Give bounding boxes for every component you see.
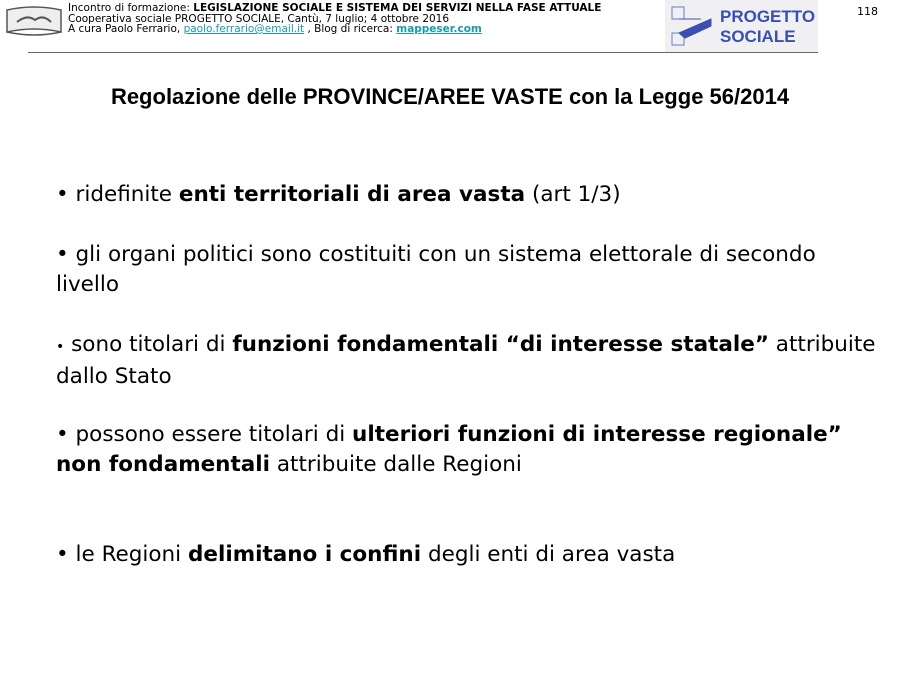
email-link[interactable]: paolo.ferrario@email.it [183,23,305,35]
handshake-book-logo-icon [5,4,63,38]
blog-label: , Blog di ricerca: [304,23,397,35]
blog-link[interactable]: mappeser.com [396,23,482,35]
bullet-3: • sono titolari di funzioni fondamentali “di interesse statale” attribuite dallo Stato [56,332,876,389]
logo-text-2: SOCIALE [720,27,796,46]
slide-title: Regolazione delle PROVINCE/AREE VASTE con la Legge 56/2014 [110,84,790,109]
event-details: Cooperativa sociale PROGETTO SOCIALE, Cantù, 7 luglio; 4 ottobre 2016 [68,12,450,25]
progetto-sociale-logo [665,0,818,52]
header-info [68,3,628,35]
bullet-1: • ridefinite enti territoriali di area vasta (art 1/3) [56,182,621,207]
logo-mark-icon [671,6,715,46]
page-number: 118 [857,5,878,18]
bullet-2: • gli organi politici sono costituiti con un sistema elettorale di secondo livello [56,242,816,297]
bullet-5: • le Regioni delimitano i confini degli enti di area vasta [56,542,676,567]
event-label: Incontro di formazione: [68,2,194,14]
header-divider [28,52,818,53]
bullet-4: • possono essere titolari di ulteriori funzioni di interesse regionale” non fondamentali attribuite dalle Regioni [56,422,842,477]
event-title: LEGISLAZIONE SOCIALE E SISTEMA DEI SERVIZI NELLA FASE ATTUALE [193,2,602,14]
author: A cura Paolo Ferrario, [68,23,184,35]
logo-text-1: PROGETTO [720,7,816,26]
